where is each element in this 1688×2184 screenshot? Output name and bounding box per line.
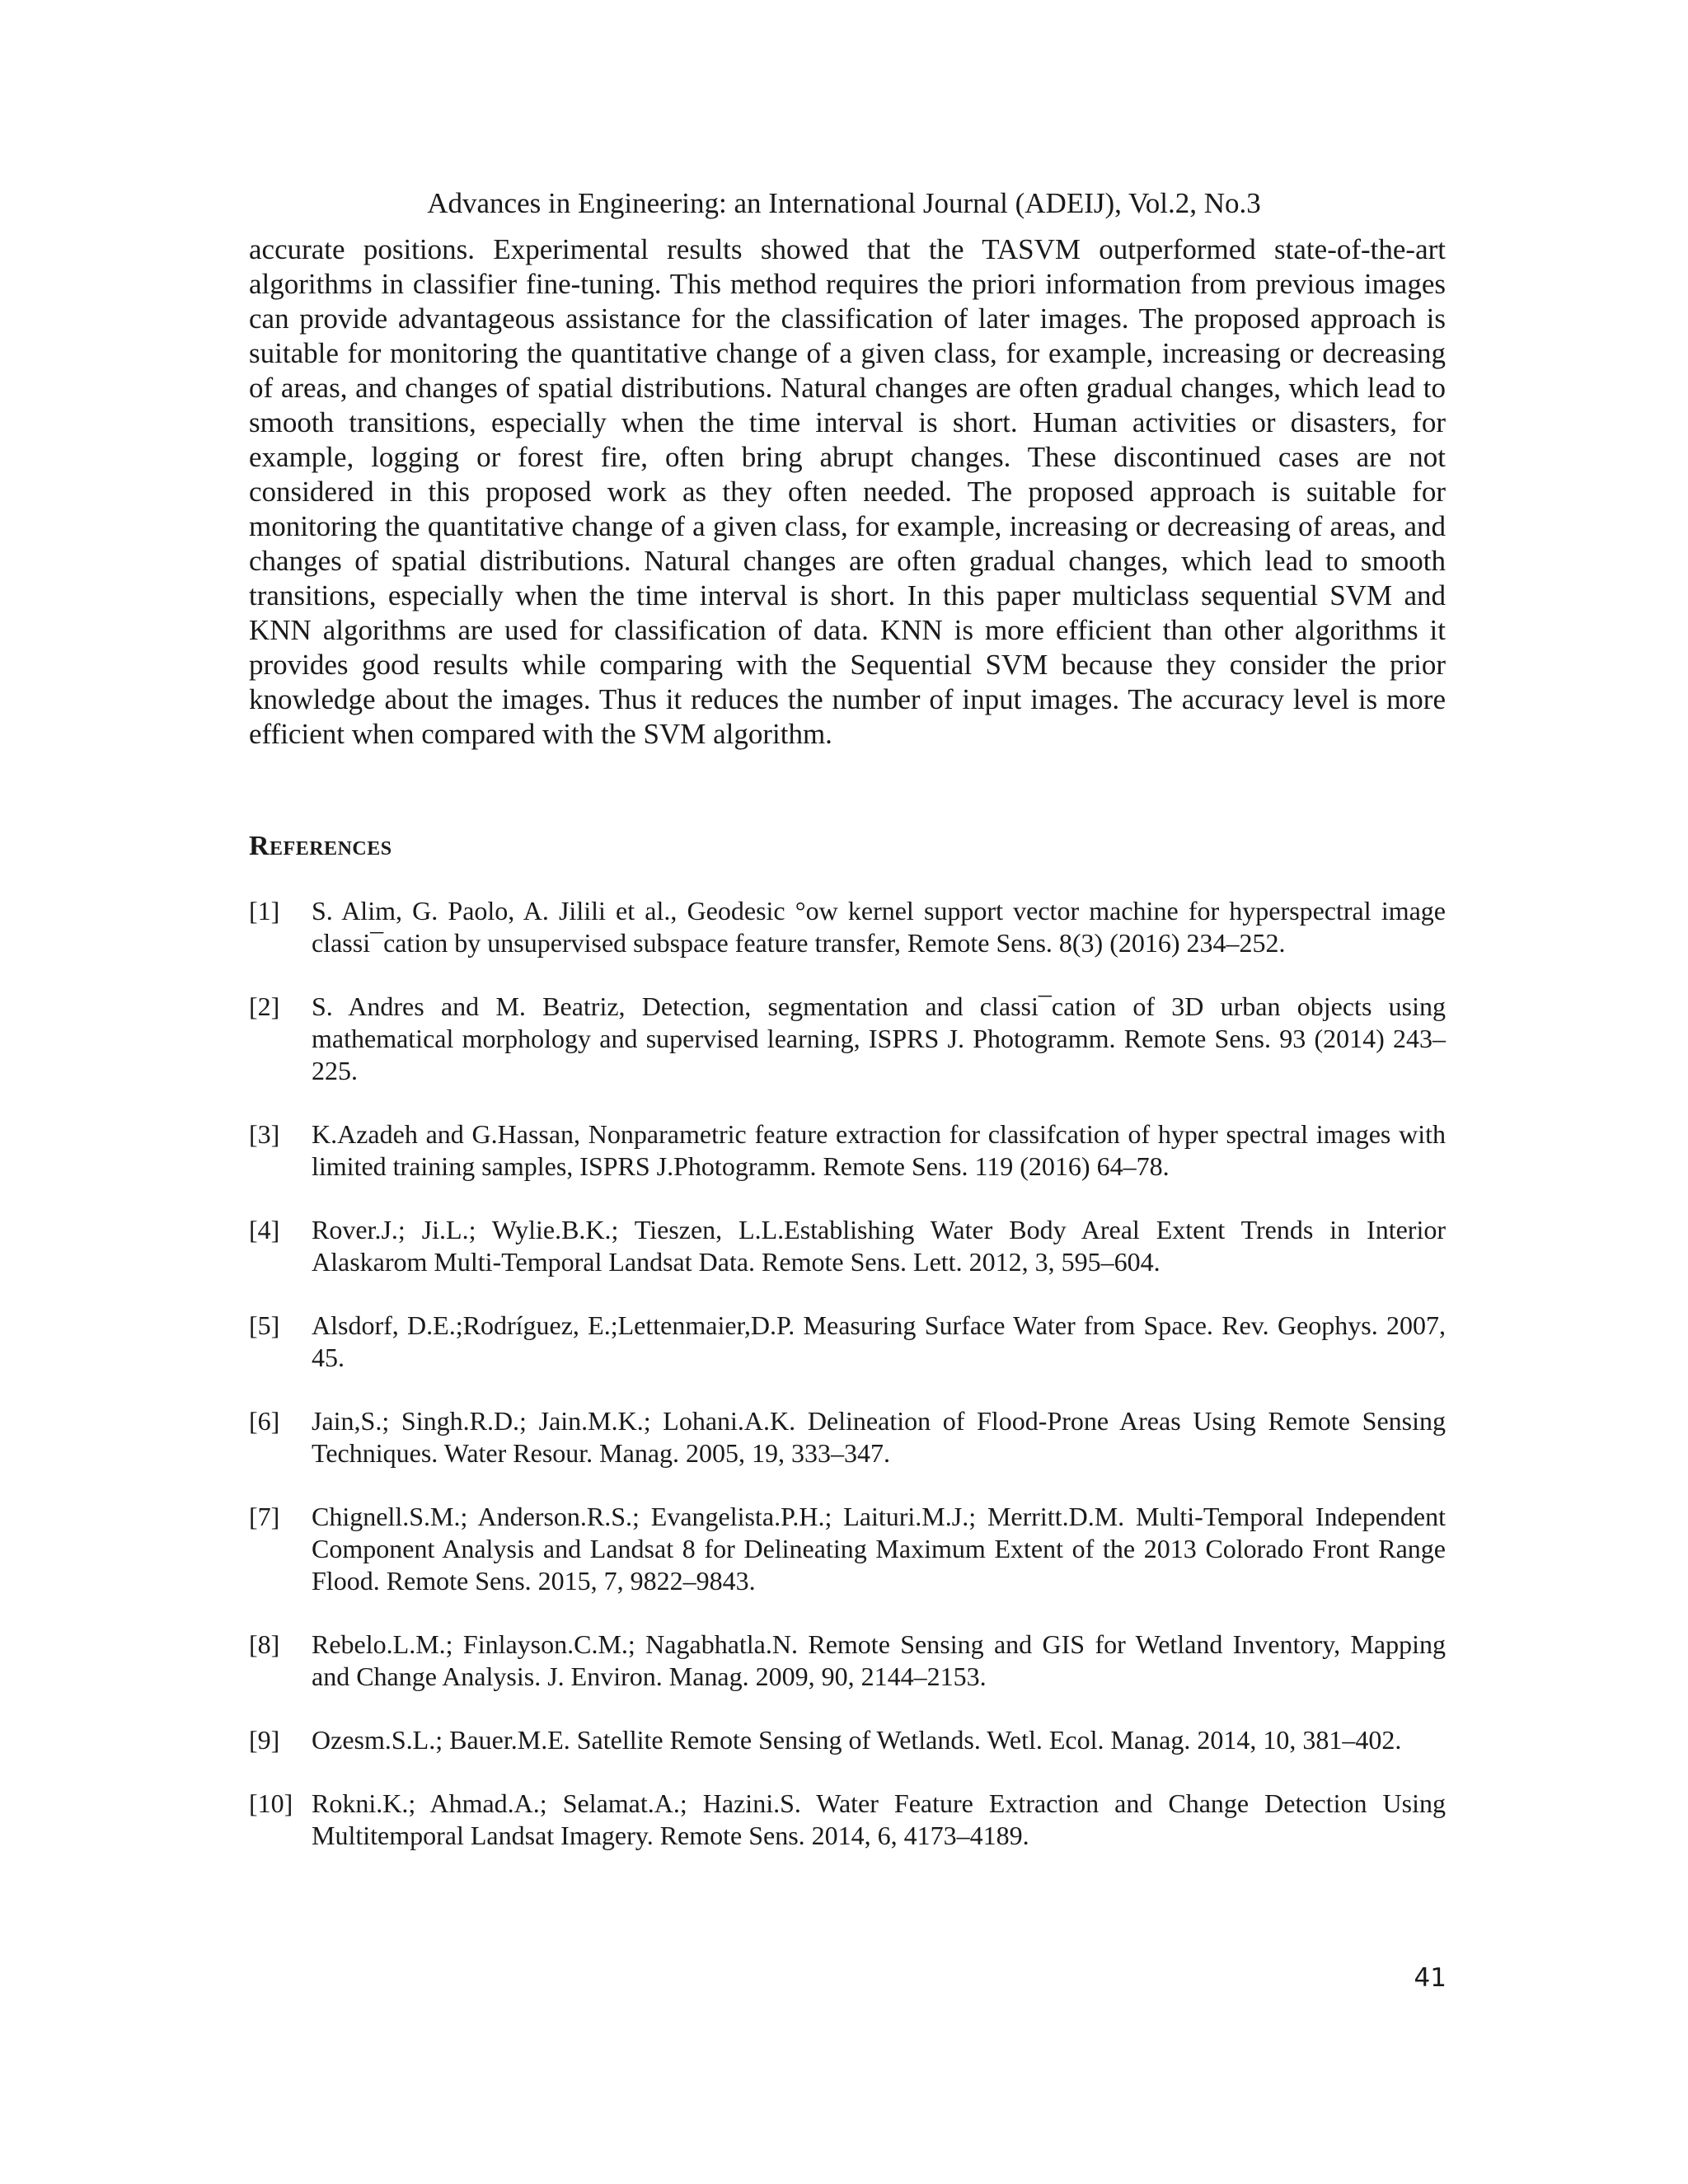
reference-item-4 bbox=[249, 1214, 1446, 1278]
reference-text: Rokni.K.; Ahmad.A.; Selamat.A.; Hazini.S. Water Feature Extraction and Change Detection Using Multitemporal Landsat Imagery. Remote Sens. 2014, 6, 4173–4189. bbox=[312, 1788, 1446, 1850]
reference-item-2 bbox=[249, 991, 1446, 1087]
reference-text: Ozesm.S.L.; Bauer.M.E. Satellite Remote Sensing of Wetlands. Wetl. Ecol. Manag. 2014, 10, 381–402. bbox=[312, 1725, 1402, 1755]
body-paragraph: accurate positions. Experimental results showed that the TASVM outperformed state-of-the-art algorithms in classifier fine-tuning. This method requires the priori information from previous images can provide advantageous assistance for the classification of later images. The proposed approach is suitable for monitoring the quantitative change of a given class, for example, increasing or decreasing of areas, and changes of spatial distributions. Natural changes are often gradual changes, which lead to smooth transitions, especially when the time interval is short. Human activities or disasters, for example, logging or forest fire, often bring abrupt changes. These discontinued cases are not considered in this proposed work as they often needed. The proposed approach is suitable for monitoring the quantitative change of a given class, for example, increasing or decreasing of areas, and changes of spatial distributions. Natural changes are often gradual changes, which lead to smooth transitions, especially when the time interval is short. In this paper multiclass sequential SVM and KNN algorithms are used for classification of data. KNN is more efficient than other algorithms it provides good results while comparing with the Sequential SVM because they consider the prior knowledge about the images. Thus it reduces the number of input images. The accuracy level is more efficient when compared with the SVM algorithm. bbox=[249, 233, 1446, 750]
reference-item-1 bbox=[249, 895, 1446, 959]
reference-number: [1] bbox=[249, 896, 280, 926]
reference-text: Jain,S.; Singh.R.D.; Jain.M.K.; Lohani.A.K. Delineation of Flood-Prone Areas Using Remote Sensing Techniques. Water Resour. Manag. 2005, 19, 333–347. bbox=[312, 1406, 1446, 1468]
reference-item-7 bbox=[249, 1501, 1446, 1597]
reference-number: [2] bbox=[249, 991, 280, 1021]
reference-text: S. Andres and M. Beatriz, Detection, segmentation and classi¯cation of 3D urban objects using mathematical morphology and supervised learning, ISPRS J. Photogramm. Remote Sens. 93 (2014) 243–225. bbox=[312, 991, 1446, 1085]
reference-text: K.Azadeh and G.Hassan, Nonparametric feature extraction for classifcation of hyper spectral images with limited training samples, ISPRS J.Photogramm. Remote Sens. 119 (2016) 64–78. bbox=[312, 1119, 1446, 1181]
reference-number: [10] bbox=[249, 1788, 293, 1818]
reference-number: [3] bbox=[249, 1119, 280, 1149]
reference-text: S. Alim, G. Paolo, A. Jilili et al., Geodesic °ow kernel support vector machine for hyperspectral image classi¯cation by unsupervised subspace feature transfer, Remote Sens. 8(3) (2016) 234–252. bbox=[312, 896, 1446, 958]
reference-number: [6] bbox=[249, 1406, 280, 1436]
reference-number: [7] bbox=[249, 1502, 280, 1531]
reference-item-6 bbox=[249, 1405, 1446, 1469]
reference-text: Alsdorf, D.E.;Rodríguez, E.;Lettenmaier,D.P. Measuring Surface Water from Space. Rev. Geophys. 2007, 45. bbox=[312, 1310, 1446, 1372]
reference-text: Rover.J.; Ji.L.; Wylie.B.K.; Tieszen, L.L.Establishing Water Body Areal Extent Trends in Interior Alaskarom Multi-Temporal Landsat Data. Remote Sens. Lett. 2012, 3, 595–604. bbox=[312, 1215, 1446, 1277]
page-number: 41 bbox=[1414, 1963, 1447, 1993]
reference-item-8 bbox=[249, 1629, 1446, 1693]
reference-text: Rebelo.L.M.; Finlayson.C.M.; Nagabhatla.N. Remote Sensing and GIS for Wetland Inventory, Mapping and Change Analysis. J. Environ. Manag. 2009, 90, 2144–2153. bbox=[312, 1629, 1446, 1691]
reference-number: [4] bbox=[249, 1215, 280, 1244]
reference-number: [8] bbox=[249, 1629, 280, 1659]
reference-item-5 bbox=[249, 1310, 1446, 1374]
reference-text: Chignell.S.M.; Anderson.R.S.; Evangelista.P.H.; Laituri.M.J.; Merritt.D.M. Multi-Temporal Independent Component Analysis and Landsat 8 for Delineating Maximum Extent of the 2013 Colorado Front Range Flood. Remote Sens. 2015, 7, 9822–9843. bbox=[312, 1502, 1446, 1596]
reference-number: [5] bbox=[249, 1310, 280, 1340]
references-heading: References bbox=[249, 831, 392, 861]
reference-number: [9] bbox=[249, 1725, 280, 1755]
running-header: Advances in Engineering: an International Journal (ADEIJ), Vol.2, No.3 bbox=[427, 187, 1261, 219]
reference-list bbox=[249, 895, 1446, 1883]
reference-item-3 bbox=[249, 1118, 1446, 1183]
reference-item-10 bbox=[249, 1788, 1446, 1852]
reference-item-9 bbox=[249, 1724, 1446, 1756]
